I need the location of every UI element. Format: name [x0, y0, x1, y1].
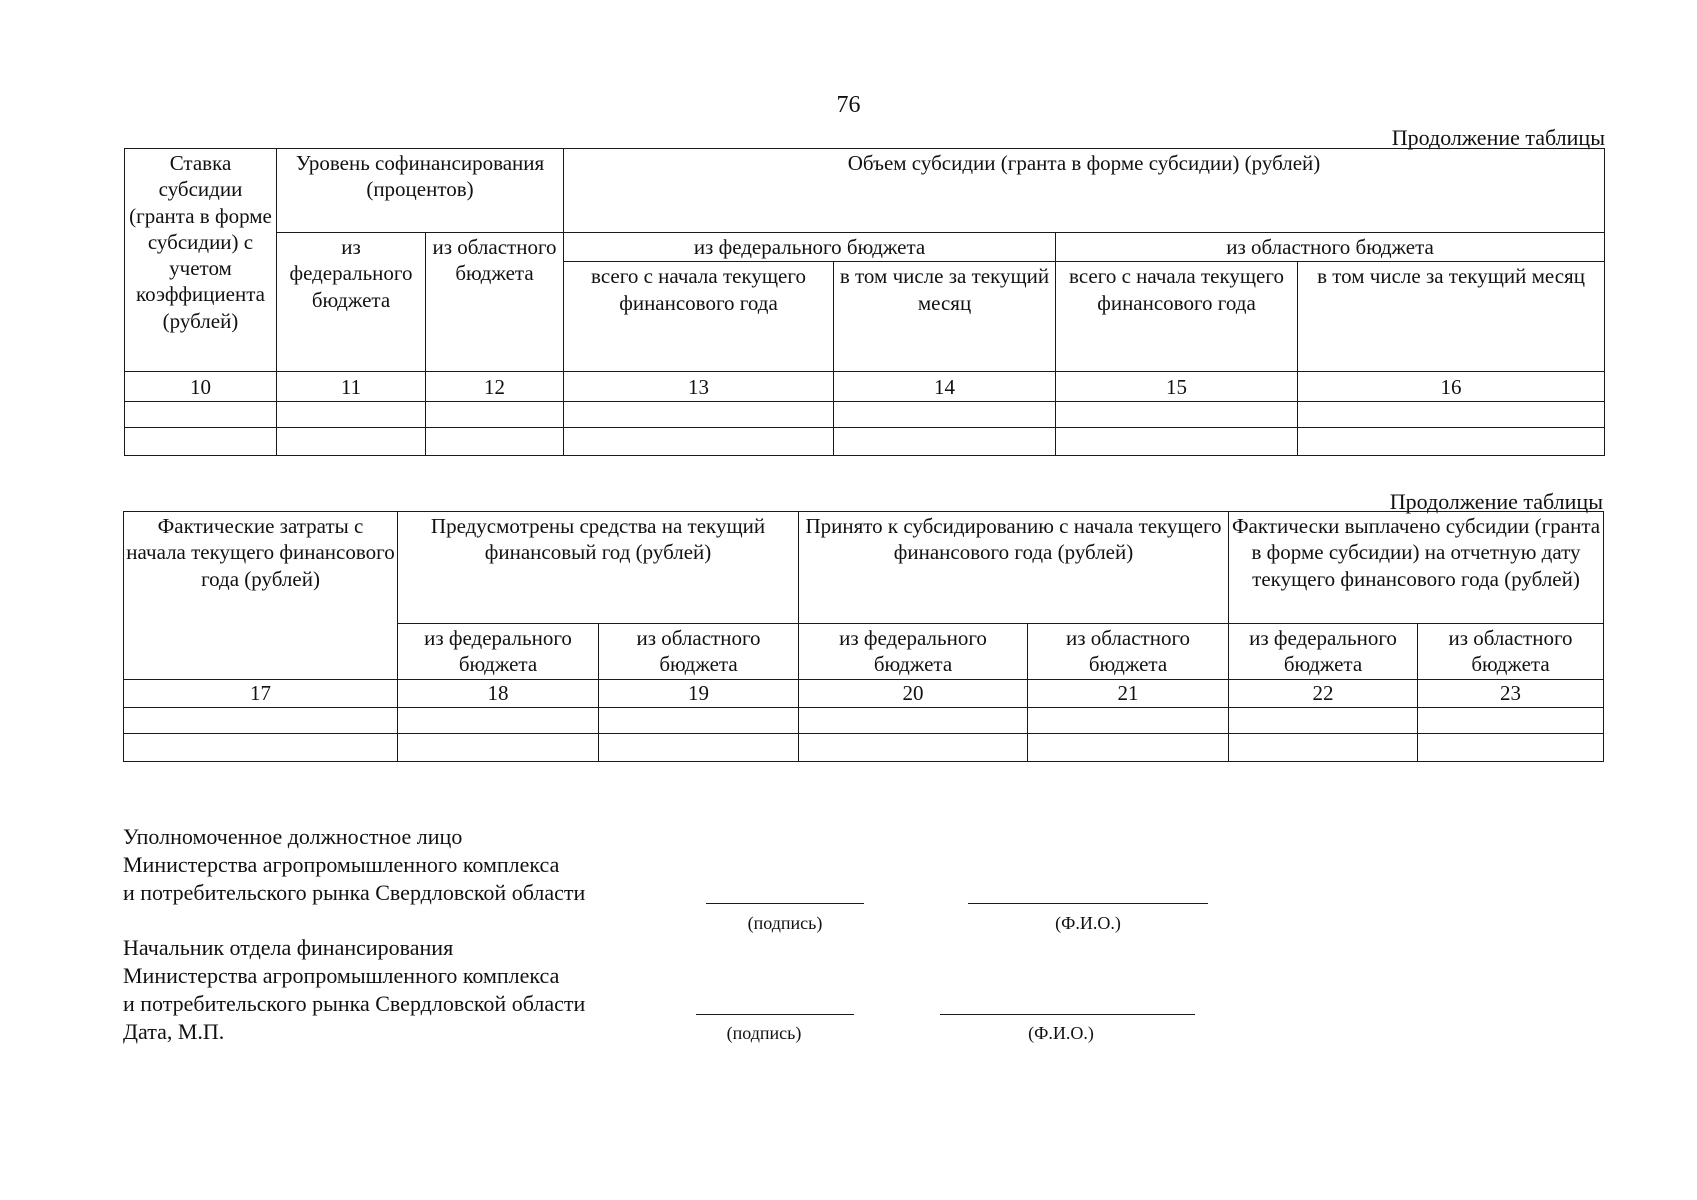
- header-paid-regional: из областного бюджета: [1418, 624, 1604, 680]
- header-federal-total: всего с начала текущего финансового года: [564, 262, 834, 372]
- date-stamp-line: Дата, М.П.: [123, 1019, 225, 1044]
- official-title-line: и потребительского рынка Свердловской области: [123, 880, 586, 905]
- header-cofinancing-federal: из федерального бюджета: [277, 233, 426, 372]
- column-number: 11: [277, 372, 426, 402]
- table-row: [124, 733, 1604, 761]
- column-number: 13: [564, 372, 834, 402]
- header-accepted-regional: из областного бюджета: [1028, 624, 1229, 680]
- header-subsidy-volume: Объем субсидии (гранта в форме субсидии) (рублей): [564, 149, 1605, 233]
- table-row: [125, 428, 1605, 456]
- table-cell: [564, 428, 834, 456]
- table-cell: [799, 733, 1028, 761]
- column-number: 17: [124, 679, 398, 707]
- header-volume-regional: из областного бюджета: [1056, 233, 1605, 262]
- table-cell: [834, 428, 1056, 456]
- table-cell: [124, 733, 398, 761]
- table-row: [125, 402, 1605, 428]
- table2-continuation-label: Продолжение таблицы: [1389, 489, 1603, 514]
- column-number: 23: [1418, 679, 1604, 707]
- table-cell: [125, 428, 277, 456]
- header-accepted-for-subsidy: Принято к субсидированию с начала текущего финансового года (рублей): [799, 512, 1229, 624]
- column-number: 12: [426, 372, 564, 402]
- table-cell: [1056, 428, 1298, 456]
- header-paid-federal: из федерального бюджета: [1229, 624, 1418, 680]
- signature-caption: (подпись): [726, 1023, 802, 1043]
- page-number: 76: [836, 92, 861, 118]
- table-cell: [398, 707, 599, 733]
- signature-line: [706, 903, 864, 904]
- table-cell: [1028, 733, 1229, 761]
- column-number: 15: [1056, 372, 1298, 402]
- table-cell: [426, 402, 564, 428]
- table-cell: [1229, 707, 1418, 733]
- header-actually-paid: Фактически выплачено субсидии (гранта в форме субсидии) на отчетную дату текущего финансового года (рублей): [1229, 512, 1604, 624]
- signature-caption: (подпись): [747, 913, 823, 933]
- header-accepted-federal: из федерального бюджета: [799, 624, 1028, 680]
- header-actual-costs: Фактические затраты с начала текущего финансового года (рублей): [124, 512, 398, 680]
- column-number: 10: [125, 372, 277, 402]
- header-cofinancing-level: Уровень софинансирования (процентов): [277, 149, 564, 233]
- header-federal-month: в том числе за текущий месяц: [834, 262, 1056, 372]
- table-cell: [1056, 402, 1298, 428]
- header-volume-federal: из федерального бюджета: [564, 233, 1056, 262]
- head-title-line: Начальник отдела финансирования: [123, 935, 454, 960]
- header-provided-regional: из областного бюджета: [599, 624, 799, 680]
- header-cofinancing-regional: из областного бюджета: [426, 233, 564, 372]
- head-title-line: Министерства агропромышленного комплекса: [123, 963, 560, 988]
- header-regional-total: всего с начала текущего финансового года: [1056, 262, 1298, 372]
- table-cell: [124, 707, 398, 733]
- table-cell: [1418, 733, 1604, 761]
- official-title-line: Уполномоченное должностное лицо: [123, 824, 463, 849]
- table-cell: [426, 428, 564, 456]
- column-number: 21: [1028, 679, 1229, 707]
- full-name-caption: (Ф.И.О.): [1028, 1023, 1094, 1043]
- subsidy-payments-table: [123, 511, 1604, 762]
- column-number: 14: [834, 372, 1056, 402]
- head-title-line: и потребительского рынка Свердловской области: [123, 991, 586, 1016]
- table-cell: [1229, 733, 1418, 761]
- table-cell: [834, 402, 1056, 428]
- column-number: 20: [799, 679, 1028, 707]
- column-number: 18: [398, 679, 599, 707]
- header-subsidy-rate: Ставка субсидии (гранта в форме субсидии) с учетом коэффициента (рублей): [125, 149, 277, 372]
- table1-continuation-label: Продолжение таблицы: [1391, 125, 1605, 150]
- table-cell: [1298, 428, 1605, 456]
- signature-line: [696, 1014, 854, 1015]
- subsidy-volume-table: [124, 148, 1605, 456]
- header-regional-month: в том числе за текущий месяц: [1298, 262, 1605, 372]
- full-name-caption: (Ф.И.О.): [1055, 913, 1121, 933]
- table-cell: [1418, 707, 1604, 733]
- table-cell: [599, 733, 799, 761]
- column-number: 16: [1298, 372, 1605, 402]
- finance-head-block: [123, 934, 585, 1046]
- table-cell: [799, 707, 1028, 733]
- header-provided-funds: Предусмотрены средства на текущий финансовый год (рублей): [398, 512, 799, 624]
- column-number: 22: [1229, 679, 1418, 707]
- official-title-line: Министерства агропромышленного комплекса: [123, 852, 560, 877]
- table-cell: [277, 428, 426, 456]
- authorized-official-block: [123, 823, 585, 907]
- table-cell: [599, 707, 799, 733]
- column-number: 19: [599, 679, 799, 707]
- table-cell: [398, 733, 599, 761]
- table-cell: [125, 402, 277, 428]
- table-row: [124, 707, 1604, 733]
- full-name-line: [968, 903, 1208, 904]
- table-cell: [277, 402, 426, 428]
- table-cell: [1028, 707, 1229, 733]
- header-provided-federal: из федерального бюджета: [398, 624, 599, 680]
- table-cell: [564, 402, 834, 428]
- full-name-line: [940, 1014, 1195, 1015]
- table-cell: [1298, 402, 1605, 428]
